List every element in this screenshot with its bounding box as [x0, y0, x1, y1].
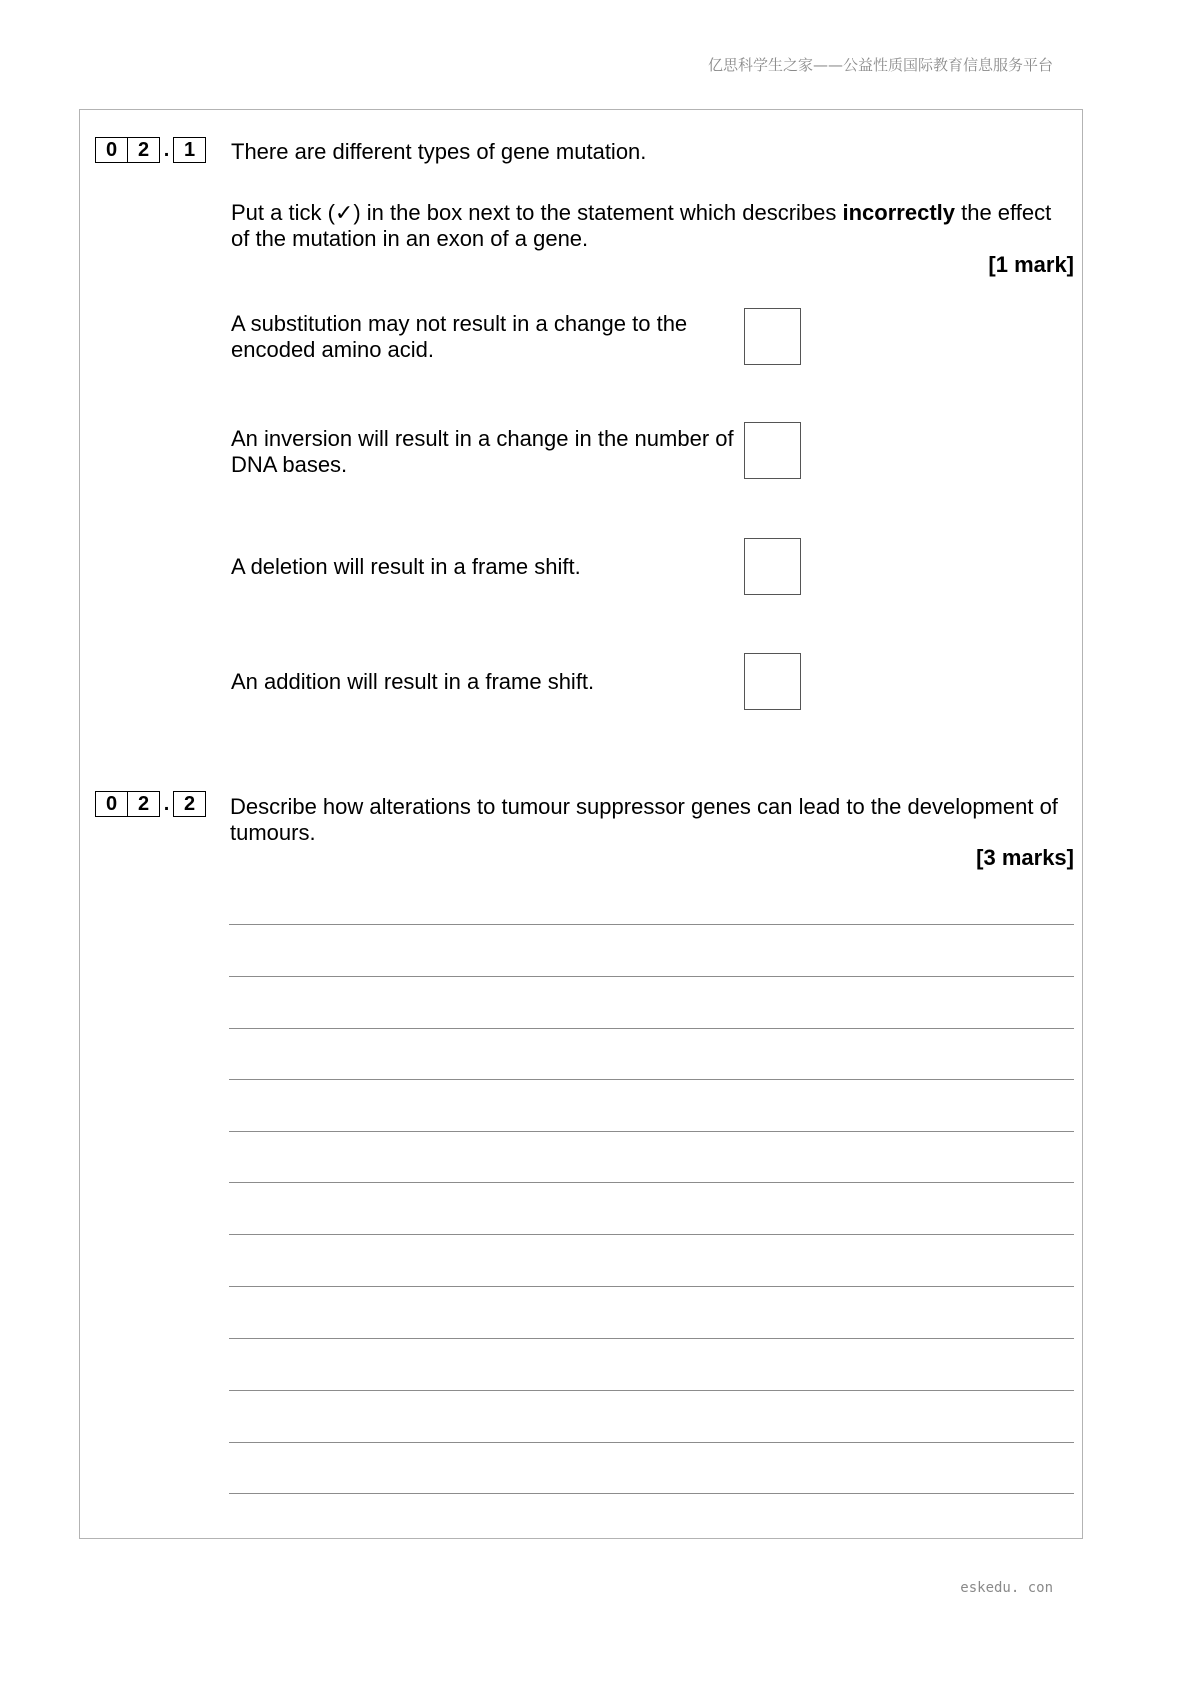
answer-line	[229, 1390, 1074, 1391]
answer-line	[229, 976, 1074, 977]
answer-line	[229, 1442, 1074, 1443]
instruction-emphasis: incorrectly	[842, 200, 955, 225]
option-statement-2	[231, 426, 734, 478]
question-number-dot: .	[163, 139, 170, 161]
question-number-digit: 2	[173, 791, 206, 817]
question-number-digit: 2	[127, 791, 160, 817]
instruction-line-2: of the mutation in an exon of a gene.	[231, 226, 589, 251]
answer-line	[229, 1286, 1074, 1287]
answer-line	[229, 1493, 1074, 1494]
option-statement-1	[231, 311, 687, 363]
instruction-line-1	[231, 200, 1051, 226]
header-site-name: 亿思科学生之家——公益性质国际教育信息服务平台	[707, 56, 1053, 74]
answer-line	[229, 1234, 1074, 1235]
option-line: encoded amino acid.	[231, 337, 435, 362]
option-tick-box-3[interactable]	[744, 538, 801, 595]
option-line: A substitution may not result in a change to the	[231, 311, 688, 336]
footer-site-url: eskedu. con	[960, 1580, 1053, 1596]
option-line: DNA bases.	[231, 452, 348, 477]
option-statement-4	[231, 669, 594, 695]
question-number-02-2	[95, 791, 206, 817]
question-number-dot: .	[163, 793, 170, 815]
question-number-digit: 0	[95, 137, 128, 163]
answer-line	[229, 1182, 1074, 1183]
option-line: An inversion will result in a change in the number of	[231, 426, 734, 451]
option-line: An addition will result in a frame shift.	[231, 669, 595, 694]
answer-line	[229, 1338, 1074, 1339]
question-prompt	[230, 794, 1058, 846]
question-number-digit: 1	[173, 137, 206, 163]
answer-line	[229, 924, 1074, 925]
answer-line	[229, 1079, 1074, 1080]
option-line: A deletion will result in a frame shift.	[231, 554, 581, 579]
prompt-line: Describe how alterations to tumour suppressor genes can lead to the development of	[230, 794, 1058, 819]
option-tick-box-1[interactable]	[744, 308, 801, 365]
marks-label: [1 mark]	[988, 252, 1074, 277]
option-statement-3	[231, 554, 581, 580]
prompt-line: tumours.	[230, 820, 316, 845]
instruction-text: Put a tick (✓) in the box next to the statement which describes	[231, 200, 843, 225]
instruction-text: the effect	[955, 200, 1052, 225]
question-number-02-1	[95, 137, 206, 163]
option-tick-box-4[interactable]	[744, 653, 801, 710]
marks-label: [3 marks]	[976, 845, 1074, 870]
question-number-digit: 0	[95, 791, 128, 817]
question-instruction	[231, 200, 1051, 252]
answer-line	[229, 1131, 1074, 1132]
question-intro: There are different types of gene mutation.	[231, 139, 647, 164]
answer-line	[229, 1028, 1074, 1029]
question-number-digit: 2	[127, 137, 160, 163]
option-tick-box-2[interactable]	[744, 422, 801, 479]
